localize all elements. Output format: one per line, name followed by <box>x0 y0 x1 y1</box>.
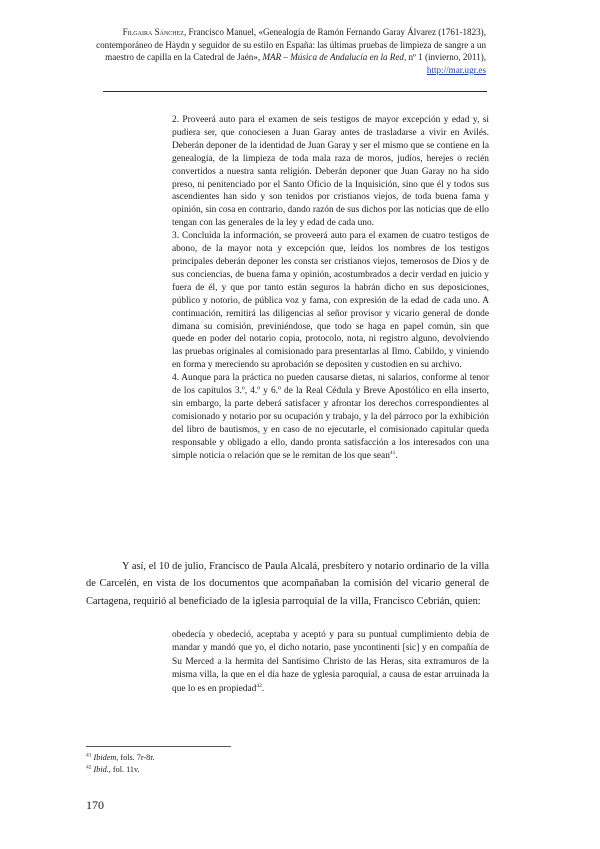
quote-notary-text: obedecía y obedeció, aceptaba y aceptó y para su puntual cumplimiento debía de mandar y mandó que yo, el dicho notario, pase yncontinenti [sic] y en compañía de Su Merced a la hermita del Santísimo Christo de las Heras, sita extramuros de la misma villa, la que en el día haze de yglesia paroquial, a causa de estar arruinada la que lo es en propiedad <box>172 630 489 694</box>
quote-item-2: 2. Proveerá auto para el examen de seis testigos de mayor excepción y edad y, si pudiera ser, que conociesen a Juan Garay antes de trasladarse a vivir en Avilés. Deberán deponer de la identidad de Juan Garay y ser el mismo que se contiene en la genealogía, de la limpieza de toda mala raza de moros, judíos, herejes o recién convertidos a nuestra santa religión. Deberán deponer que Juan Garay no ha sido preso, ni penitenciado por el Santo Oficio de la Inquisición, sino que él y todos sus ascendientes han sido y son tenidos por cristianos viejos, de toda buena fama y opinión, sin cosa en contrario, dando razón de sus dichos por las noticias que de ello tengan con las generales de la ley y edad de cada uno. <box>172 115 489 229</box>
footnote-divider <box>86 746 231 747</box>
footnote-source: Ibid. <box>93 765 109 774</box>
footnotes <box>86 752 386 776</box>
block-quote-notary: obedecía y obedeció, aceptaba y aceptó y para su puntual cumplimiento debía de mandar y mandó que yo, el dicho notario, pase yncontinenti [sic] y en compañía de Su Merced a la hermita del Santísimo Christo de las Heras, sita extramuros de la misma villa, la que en el día haze de yglesia paroquial, a causa de estar arruinada la que lo es en propiedad$^{42}$. <box>172 630 489 694</box>
footnote-41 <box>86 752 386 764</box>
header-author: Filgaira Sánchez <box>122 27 184 37</box>
header-citation-text: , Francisco Manuel, «Genealogía de Ramón Fernando Garay Álvarez (1761-1823), contemporáneo de Haydn y seguidor de su estilo en España: las últimas pruebas de limpieza de sangre a un maestro de capilla en la Catedral de Jaén», <box>96 27 486 63</box>
footnote-number: 42 <box>86 764 92 771</box>
block-quote-instructions <box>172 114 489 462</box>
page-number: 170 <box>86 798 104 812</box>
quote-item-3: 3. Concluida la información, se proveerá auto para el examen de cuatro testigos de abono, de la mayor nota y excepción que, leídos los nombres de los testigos principales deberán deponer les consta ser cristianos viejos, temerosos de Dios y de sus conciencias, de buena fama y opinión, acostumbrados a decir verdad en juicio y fuera de él, y que por tanto están seguros la habrán dicho en sus deposiciones, público y notorio, de pública voz y fama, con expresión de la edad de cada uno. A continuación, remitirá las diligencias al señor provisor y vicario general de donde dimana su comisión, previniéndose, que todo se haga en papel común, sin que quede en poder del notario copia, protocolo, nota, ni registro alguno, devolviendo las pruebas originales al comisionado para presentarlas al Ilmo. Cabildo, y viniendo en forma y mereciendo su aprobación se depositen y custodien en su archivo. <box>172 231 489 371</box>
header-url-link[interactable]: http://mar.ugr.es <box>426 64 486 75</box>
footnote-source: Ibidem <box>93 753 117 762</box>
header-issue: , nº 1 (invierno, 2011), <box>403 52 486 63</box>
quote-item-4: 4. Aunque para la práctica no pueden causarse dietas, ni salarios, conforme al tenor de los capítulos 3.º, 4.º y 6.º de la Real Cédula y Breve Apostólico en ella inserto, sin embargo, la parte deberá satisfacer y afrontar los derechos correspondientes al comisionado y notario por su ocupación y trabajo, y la del párroco por la exhibición del libro de bautismos, y en caso de no ejecutarle, el comisionado capitular queda responsable y obligado a ello, dando pronta satisfacción a los interesados con una simple noticia o relación que se le remitan de los que sean$^{41}$. <box>172 373 489 461</box>
footnote-number: 41 <box>86 752 92 759</box>
header-divider <box>103 91 487 92</box>
quote-item-4-text: 4. Aunque para la práctica no pueden causarse dietas, ni salarios, conforme al tenor de los capítulos 3.º, 4.º y 6.º de la Real Cédula y Breve Apostólico en ella inserto, sin embargo, la parte deberá satisfacer y afrontar los derechos correspondientes al comisionado y notario por su ocupación y trabajo, y la del párroco por la exhibición del libro de bautismos, y en caso de no ejecutarle, el comisionado capitular queda responsable y obligado a ello, dando pronta satisfacción a los interesados con una simple noticia o relación que se le remitan de los que sean <box>172 373 489 461</box>
footnote-detail: , fol. 11v. <box>108 765 140 774</box>
footnote-ref-42[interactable]: 42 <box>256 682 262 689</box>
header-journal: MAR – Música de Andalucía en la Red <box>262 52 404 63</box>
footnote-42 <box>86 764 386 776</box>
footnote-detail: , fols. 7r-8r. <box>116 753 155 762</box>
body-paragraph: Y así, el 10 de julio, Francisco de Paula Alcalá, presbítero y notario ordinario de la villa de Carcelén, en vista de los documentos que acompañaban la comisión del vicario general de Cartagena, requirió al beneficiado de la iglesia parroquial de la villa, Francisco Cebrián, quien: <box>86 561 489 607</box>
running-header <box>86 26 486 76</box>
footnote-ref-41[interactable]: 41 <box>389 449 396 456</box>
